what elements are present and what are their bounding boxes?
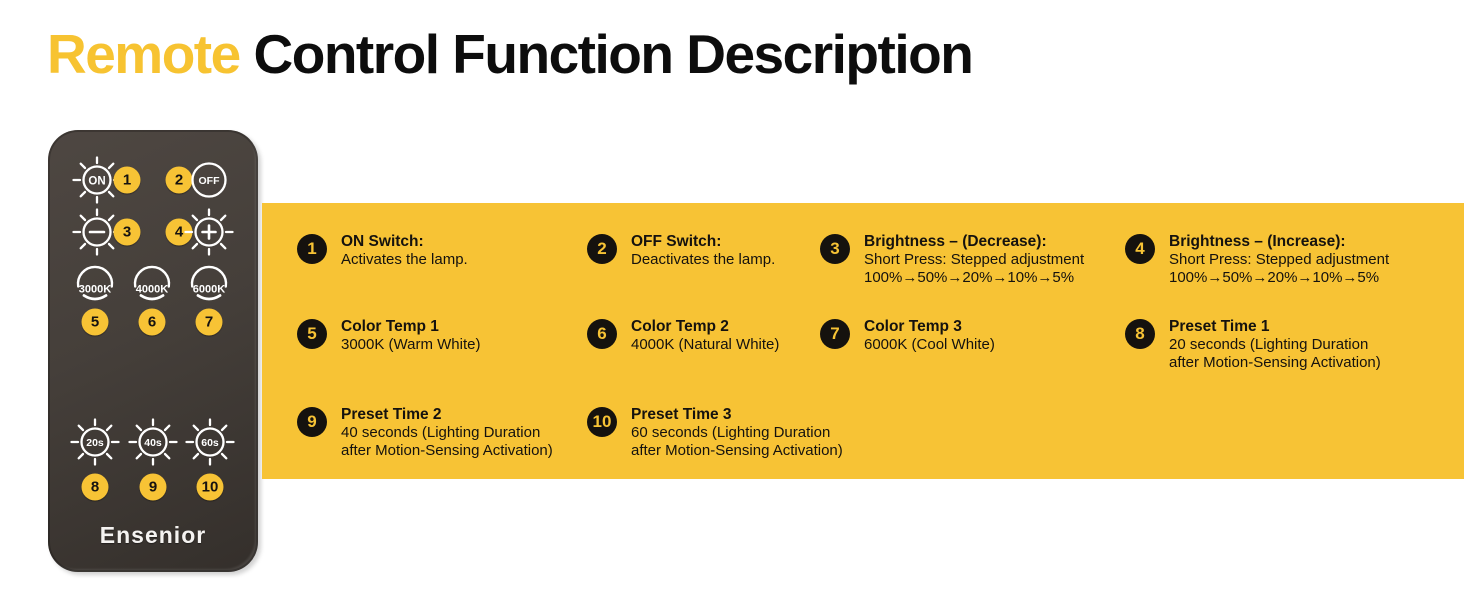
color-temp-3000k-label: 3000K (78, 283, 112, 296)
item-number-badge: 1 (297, 234, 327, 264)
page-title (47, 22, 972, 86)
color-temp-4000k-label: 4000K (135, 283, 169, 296)
color-temp-6000k-icon (184, 262, 234, 304)
item-line: 40 seconds (Lighting Duration (341, 424, 541, 441)
preset-40s-icon (125, 414, 181, 470)
item-line: 3000K (Warm White) (341, 336, 481, 353)
item-line: 6000K (Cool White) (864, 336, 995, 353)
preset-60s-icon (182, 414, 238, 470)
item-title: Preset Time 3 (631, 406, 732, 423)
item-title: Preset Time 1 (1169, 318, 1270, 335)
preset-60s-label: 60s (201, 437, 219, 449)
function-item-2 (587, 233, 775, 269)
item-number-badge: 6 (587, 319, 617, 349)
color-temp-3000k-icon (70, 262, 120, 304)
item-title: Brightness – (Decrease): (864, 233, 1047, 250)
remote-badge-4: 4 (166, 219, 193, 246)
item-title: ON Switch: (341, 233, 424, 250)
item-number-badge: 10 (587, 407, 617, 437)
function-item-4 (1125, 233, 1389, 287)
function-item-7 (820, 318, 995, 354)
item-title: Preset Time 2 (341, 406, 442, 423)
item-title: Color Temp 3 (864, 318, 962, 335)
function-item-10 (587, 406, 843, 460)
function-item-6 (587, 318, 779, 354)
preset-20s-icon (67, 414, 123, 470)
item-line: Activates the lamp. (341, 251, 468, 268)
off-button-icon (189, 160, 229, 200)
page-title-highlight: Remote (47, 23, 240, 85)
function-description-panel (262, 203, 1464, 479)
item-line: 100%→50%→20%→10%→5% (864, 269, 1075, 286)
item-line: after Motion-Sensing Activation) (1169, 354, 1381, 371)
page-title-rest: Control Function Description (239, 23, 973, 85)
item-line: Short Press: Stepped adjustment (1169, 251, 1390, 268)
function-item-8 (1125, 318, 1381, 372)
item-line: Deactivates the lamp. (631, 251, 776, 268)
remote-badge-2: 2 (166, 167, 193, 194)
item-number-badge: 3 (820, 234, 850, 264)
item-line: after Motion-Sensing Activation) (341, 442, 553, 459)
function-item-9 (297, 406, 553, 460)
item-title: Color Temp 1 (341, 318, 439, 335)
remote-control-illustration (48, 130, 258, 572)
color-temp-6000k-label: 6000K (192, 283, 226, 296)
color-temp-4000k-icon (127, 262, 177, 304)
item-line: after Motion-Sensing Activation) (631, 442, 843, 459)
item-number-badge: 7 (820, 319, 850, 349)
item-number-badge: 4 (1125, 234, 1155, 264)
remote-badge-1: 1 (114, 167, 141, 194)
remote-badge-8: 8 (82, 474, 109, 501)
off-button-label: OFF (198, 175, 220, 187)
remote-badge-5: 5 (82, 309, 109, 336)
preset-20s-label: 20s (86, 437, 104, 449)
item-title: OFF Switch: (631, 233, 722, 250)
item-title: Color Temp 2 (631, 318, 729, 335)
item-number-badge: 8 (1125, 319, 1155, 349)
item-number-badge: 5 (297, 319, 327, 349)
preset-40s-label: 40s (144, 437, 162, 449)
function-item-3 (820, 233, 1084, 287)
item-number-badge: 9 (297, 407, 327, 437)
on-button-label: ON (88, 175, 106, 188)
item-line: Short Press: Stepped adjustment (864, 251, 1085, 268)
item-number-badge: 2 (587, 234, 617, 264)
brightness-increase-icon (181, 204, 237, 260)
brand-logo: Ensenior (99, 522, 207, 548)
remote-badge-9: 9 (140, 474, 167, 501)
remote-badge-3: 3 (114, 219, 141, 246)
function-item-5 (297, 318, 480, 354)
item-line: 20 seconds (Lighting Duration (1169, 336, 1369, 353)
item-title: Brightness – (Increase): (1169, 233, 1346, 250)
remote-badge-10: 10 (197, 474, 224, 501)
item-line: 100%→50%→20%→10%→5% (1169, 269, 1380, 286)
remote-badge-7: 7 (196, 309, 223, 336)
item-line: 4000K (Natural White) (631, 336, 780, 353)
function-item-1 (297, 233, 468, 269)
remote-badge-6: 6 (139, 309, 166, 336)
item-line: 60 seconds (Lighting Duration (631, 424, 831, 441)
